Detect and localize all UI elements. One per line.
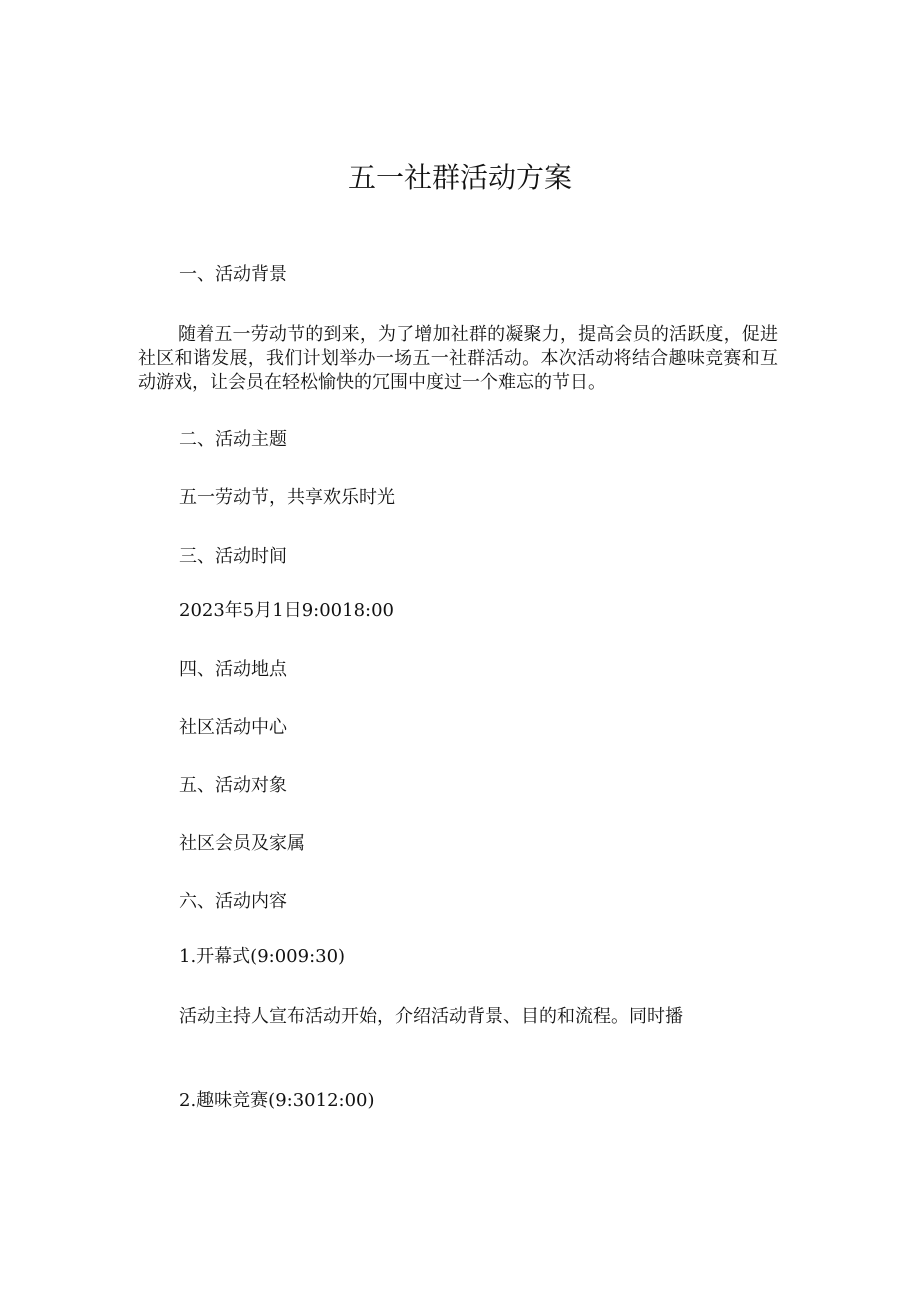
section-content-time: 2023年5月1日9:0018:00: [179, 600, 395, 621]
section-heading-background: 一、活动背景: [179, 264, 287, 285]
section-content-location: 社区活动中心: [179, 717, 287, 738]
section-heading-content: 六、活动内容: [179, 891, 287, 912]
activity-label-opening: 1.开幕式(9:009:30): [179, 946, 346, 967]
section-heading-audience: 五、活动对象: [179, 775, 287, 796]
document-title: 五一社群活动方案: [347, 161, 572, 194]
section-content-audience: 社区会员及家属: [179, 833, 305, 854]
background-paragraph: 随着五一劳动节的到来，为了增加社群的凝聚力，提高会员的活跃度，促进社区和谐发展，我们计划举办一场五一社群活动。本次活动将结合趣味竞赛和互动游戏，让会员在轻松愉快的冗围中度过一个难忘的节日。: [138, 324, 778, 393]
section-content-theme: 五一劳动节，共享欢乐时光: [179, 487, 395, 508]
activity-desc-opening: 活动主持人宣布活动开始，介绍活动背景、目的和流程。同时播: [179, 1006, 683, 1027]
activity-label-competition: 2.趣味竞赛(9:3012:00): [179, 1090, 375, 1111]
section-heading-theme: 二、活动主题: [179, 429, 287, 450]
section-heading-location: 四、活动地点: [179, 659, 287, 680]
section-heading-time: 三、活动时间: [179, 546, 287, 567]
